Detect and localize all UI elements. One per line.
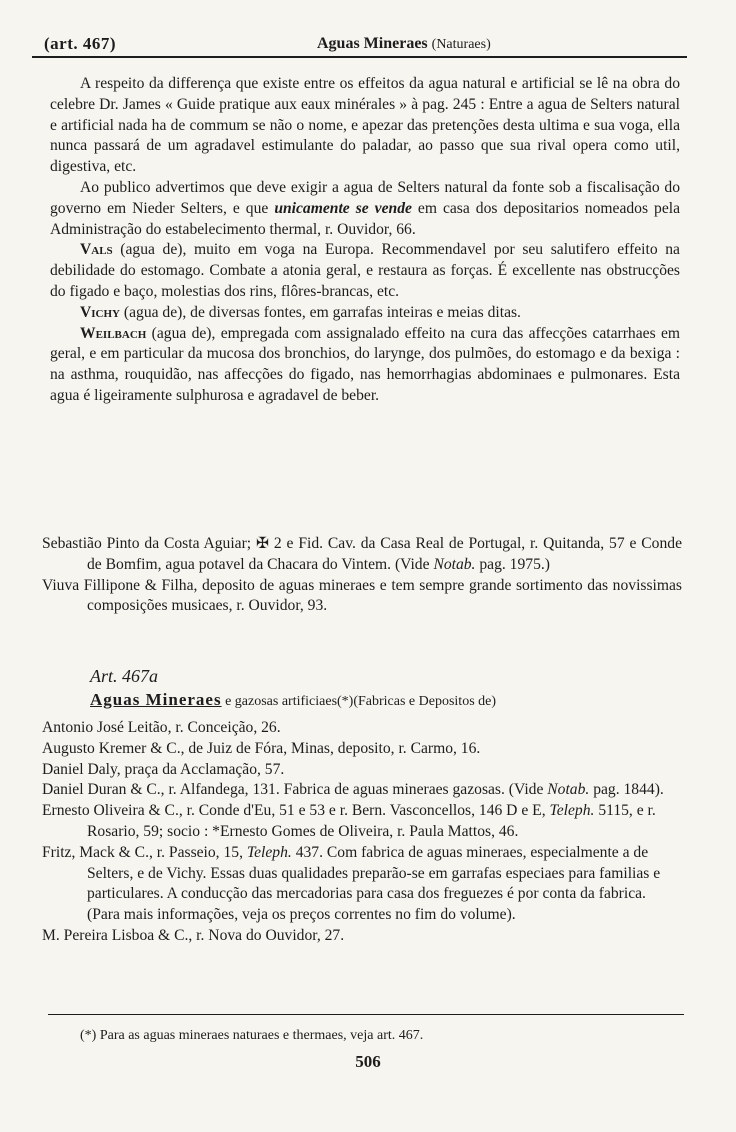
- paragraph-advice: [50, 178, 680, 240]
- entry-italic: Teleph.: [246, 843, 292, 861]
- section-title: [90, 690, 690, 710]
- entry-text-end: pag. 1844).: [589, 781, 664, 799]
- vichy-text: (agua de), de diversas fontes, em garrafas inteiras e meias ditas.: [123, 303, 521, 321]
- list-item: [42, 843, 682, 926]
- entry-text: Daniel Duran & C., r. Alfandega, 131. Fabrica de aguas mineraes gazosas. (Vide: [42, 781, 548, 799]
- paragraph-advice-a: Ao publico advertimos que deve exigir a agua de Selters natural da fonte sob a fiscalisação do governo em Nieder Selters, e que: [50, 178, 680, 217]
- list-item: [42, 576, 682, 618]
- vals-name: Vals: [80, 241, 113, 259]
- entry-italic: Teleph.: [549, 802, 595, 820]
- header-title: [317, 35, 491, 53]
- entries-list: [42, 718, 682, 947]
- list-item: [42, 780, 682, 801]
- list-item: [42, 534, 682, 576]
- entry-text: Viuva Fillipone & Filha, deposito de aguas mineraes e tem sempre grande sortimento das novissimas composições musicaes, r. Ouvidor, 93.: [42, 576, 682, 615]
- header-title-text: Aguas Mineraes: [317, 35, 428, 52]
- list-item: [42, 801, 682, 843]
- entry-text-end: 5115, e r. Rosario, 59; socio : *Ernesto Gomes de Oliveira, r. Paula Mattos, 46.: [87, 802, 656, 840]
- article-body: [50, 74, 680, 407]
- vals-text: (agua de), muito em voga na Europa. Recommendavel por seu salutifero effeito na debilidade do estomago. Combate a atonia geral, e restaura as forças. É excellente nas obstrucções do figado e baço, molestias dos rins, flôres-brancas, etc.: [50, 241, 680, 300]
- paragraph-advice-b: em casa dos depositarios nomeados pela Administração do estabelecimento thermal, r. Ouvidor, 66.: [50, 199, 680, 238]
- list-item: [42, 760, 682, 781]
- paragraph-weilbach: [50, 324, 680, 407]
- vichy-name: Vichy: [80, 303, 120, 321]
- weilbach-name: Weilbach: [80, 324, 147, 342]
- paragraph-vichy: [50, 303, 680, 324]
- entry-italic: Notab.: [547, 781, 590, 799]
- entry-text: Sebastião Pinto da Costa Aguiar; ✠ 2 e Fid. Cav. da Casa Real de Portugal, r. Quitanda, 57 e Conde de Bomfim, agua potavel da Chacara do Vintem. (Vide: [42, 535, 682, 573]
- entries-top: [42, 534, 682, 617]
- entry-italic: Notab.: [433, 555, 476, 573]
- list-item: [42, 926, 682, 947]
- entry-text-end: 437. Com fabrica de aguas mineraes, especialmente a de Selters, e de Vichy. Essas duas qualidades preparão-se em garrafas especiaes para familias e particulares. A conducção das mercadorias para casa dos freguezes é por conta da fabrica. (Para mais informações, veja os preços correntes no fim do volume).: [87, 843, 661, 924]
- running-header: [32, 34, 687, 58]
- entry-text-end: pag. 1975.): [475, 555, 550, 573]
- paragraph-vals: [50, 240, 680, 302]
- page-number: 506: [355, 1052, 381, 1071]
- list-item: [42, 718, 682, 739]
- header-article: (art. 467): [44, 34, 117, 53]
- entry-text: Antonio José Leitão, r. Conceição, 26.: [42, 719, 281, 736]
- footnote-divider: [48, 1014, 684, 1015]
- footnote: (*) Para as aguas mineraes naturaes e thermaes, veja art. 467.: [80, 1028, 424, 1043]
- entry-text: Fritz, Mack & C., r. Passeio, 15,: [42, 843, 247, 861]
- header-subtitle: (Naturaes): [431, 37, 491, 52]
- list-item: [42, 739, 682, 760]
- section-title-main: Aguas Mineraes: [90, 690, 222, 709]
- entry-text: M. Pereira Lisboa & C., r. Nova do Ouvidor, 27.: [42, 926, 345, 944]
- section-article: Art. 467a: [90, 666, 159, 686]
- entry-text: Daniel Daly, praça da Acclamação, 57.: [42, 760, 285, 778]
- entry-text: Ernesto Oliveira & C., r. Conde d'Eu, 51 e 53 e r. Bern. Vasconcellos, 146 D e E,: [42, 802, 550, 820]
- weilbach-text: (agua de), empregada com assignalado effeito na cura das affecções catarrhaes em geral, e em particular da mucosa dos bronchios, do larynge, dos pulmões, do estomago e da bexiga : na asthma, rouquidão, nas affecções do figado, nas hemorrhagias abdominaes e pulmonares. Esta agua é ligeiramente sulphurosa e agradavel de beber.: [50, 324, 680, 404]
- section-title-rest: e gazosas artificiaes(*)(Fabricas e Depositos de): [225, 694, 497, 709]
- paragraph-advice-italic: unicamente se vende: [274, 199, 412, 217]
- paragraph-james: A respeito da differença que existe entre os effeitos da agua natural e artificial se lê na obra do celebre Dr. James « Guide pratique aux eaux minérales » à pag. 245 : Entre a agua de Selters natural e artificial nada ha de commum se não o nome, e apezar das pretenções desta ultima e sua voga, ella nunca passará de um agradavel estimulante do paladar, ao passo que sua rival opera como util, digestiva, etc.: [50, 75, 680, 176]
- entry-text: Augusto Kremer & C., de Juiz de Fóra, Minas, deposito, r. Carmo, 16.: [42, 739, 481, 757]
